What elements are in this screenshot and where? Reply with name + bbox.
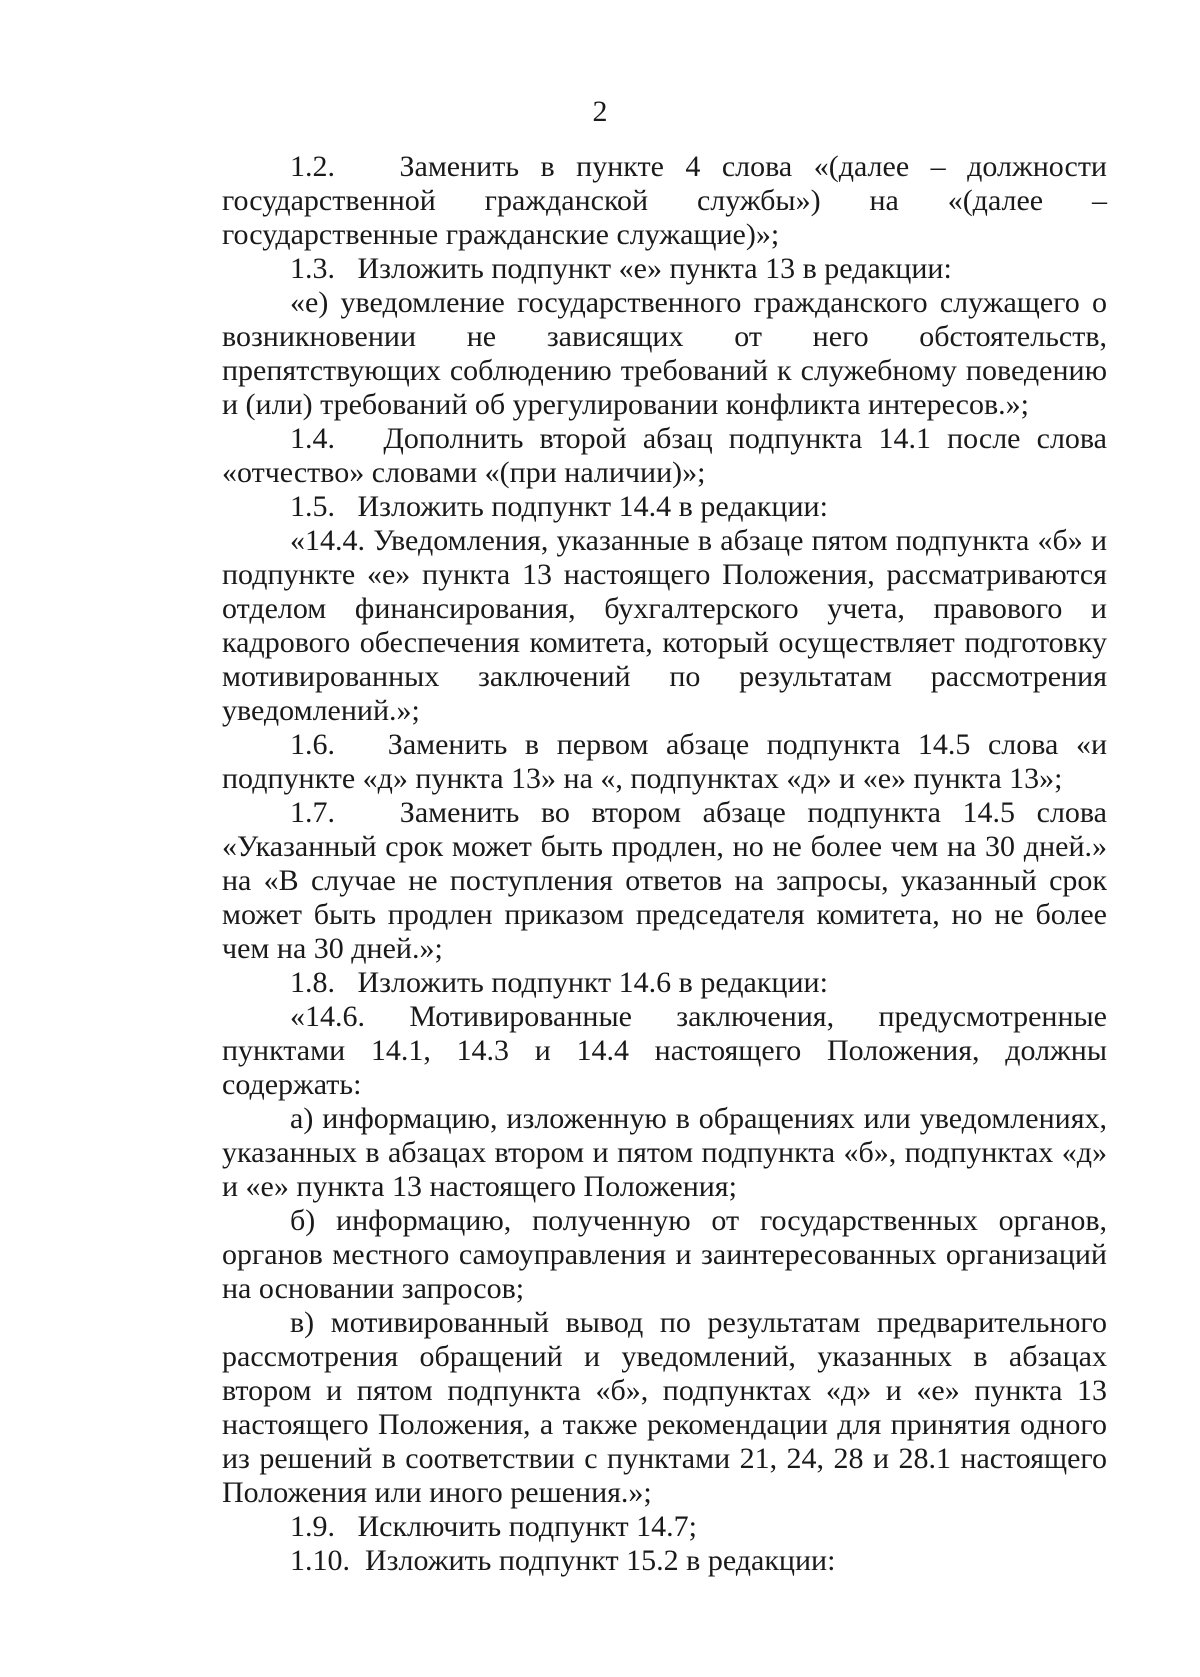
paragraph-item-v: в) мотивированный вывод по результатам предварительного рассмотрения обращений и уведомлений, указанных в абзацах втором и пятом подпункта «б», подпунктах «д» и «е» пункта 13 настоящего Положения, а также рекомендации для принятия одного из решений в соответствии с пунктами 21, 24, 28 и 28.1 настоящего Положения или иного решения.»; — [222, 1306, 1107, 1509]
paragraph-1-2: 1.2. Заменить в пункте 4 слова «(далее – должности государственной гражданской службы») на «(далее – государственные гражданские служащие)»; — [222, 150, 1107, 251]
paragraph-1-5: 1.5. Изложить подпункт 14.4 в редакции: — [290, 490, 828, 523]
paragraph-1-4: 1.4. Дополнить второй абзац подпункта 14.1 после слова «отчество» словами «(при наличии)»; — [222, 422, 1107, 489]
paragraph-1-6: 1.6. Заменить в первом абзаце подпункта 14.5 слова «и подпункте «д» пункта 13» на «, подпунктах «д» и «е» пункта 13»; — [222, 728, 1107, 795]
paragraph-14-6: «14.6. Мотивированные заключения, предусмотренные пунктами 14.1, 14.3 и 14.4 настоящего Положения, должны содержать: — [222, 1000, 1107, 1101]
paragraph-1-7: 1.7. Заменить во втором абзаце подпункта 14.5 слова «Указанный срок может быть продлен, но не более чем на 30 дней.» на «В случае не поступления ответов на запросы, указанный срок может быть продлен приказом председателя комитета, но не более чем на 30 дней.»; — [222, 796, 1107, 965]
paragraph-item-a: а) информацию, изложенную в обращениях или уведомлениях, указанных в абзацах втором и пятом подпункта «б», подпунктах «д» и «е» пункта 13 настоящего Положения; — [222, 1102, 1107, 1203]
paragraph-14-4: «14.4. Уведомления, указанные в абзаце пятом подпункта «б» и подпункте «е» пункта 13 настоящего Положения, рассматриваются отделом финансирования, бухгалтерского учета, правового и кадрового обеспечения комитета, который осуществляет подготовку мотивированных заключений по результатам рассмотрения уведомлений.»; — [222, 524, 1107, 727]
paragraph-1-10: 1.10. Изложить подпункт 15.2 в редакции: — [290, 1544, 836, 1577]
document-body — [222, 150, 1107, 1578]
paragraph-item-b: б) информацию, полученную от государственных органов, органов местного самоуправления и заинтересованных организаций на основании запросов; — [222, 1204, 1107, 1305]
paragraph-1-8: 1.8. Изложить подпункт 14.6 в редакции: — [290, 966, 828, 999]
paragraph-1-9: 1.9. Исключить подпункт 14.7; — [290, 1510, 697, 1543]
paragraph-1-3: 1.3. Изложить подпункт «е» пункта 13 в редакции: — [290, 252, 952, 285]
page-number: 2 — [592, 95, 608, 128]
paragraph-subitem-e: «е) уведомление государственного гражданского служащего о возникновении не зависящих от него обстоятельств, препятствующих соблюдению требований к служебному поведению и (или) требований об урегулировании конфликта интересов.»; — [222, 286, 1107, 421]
